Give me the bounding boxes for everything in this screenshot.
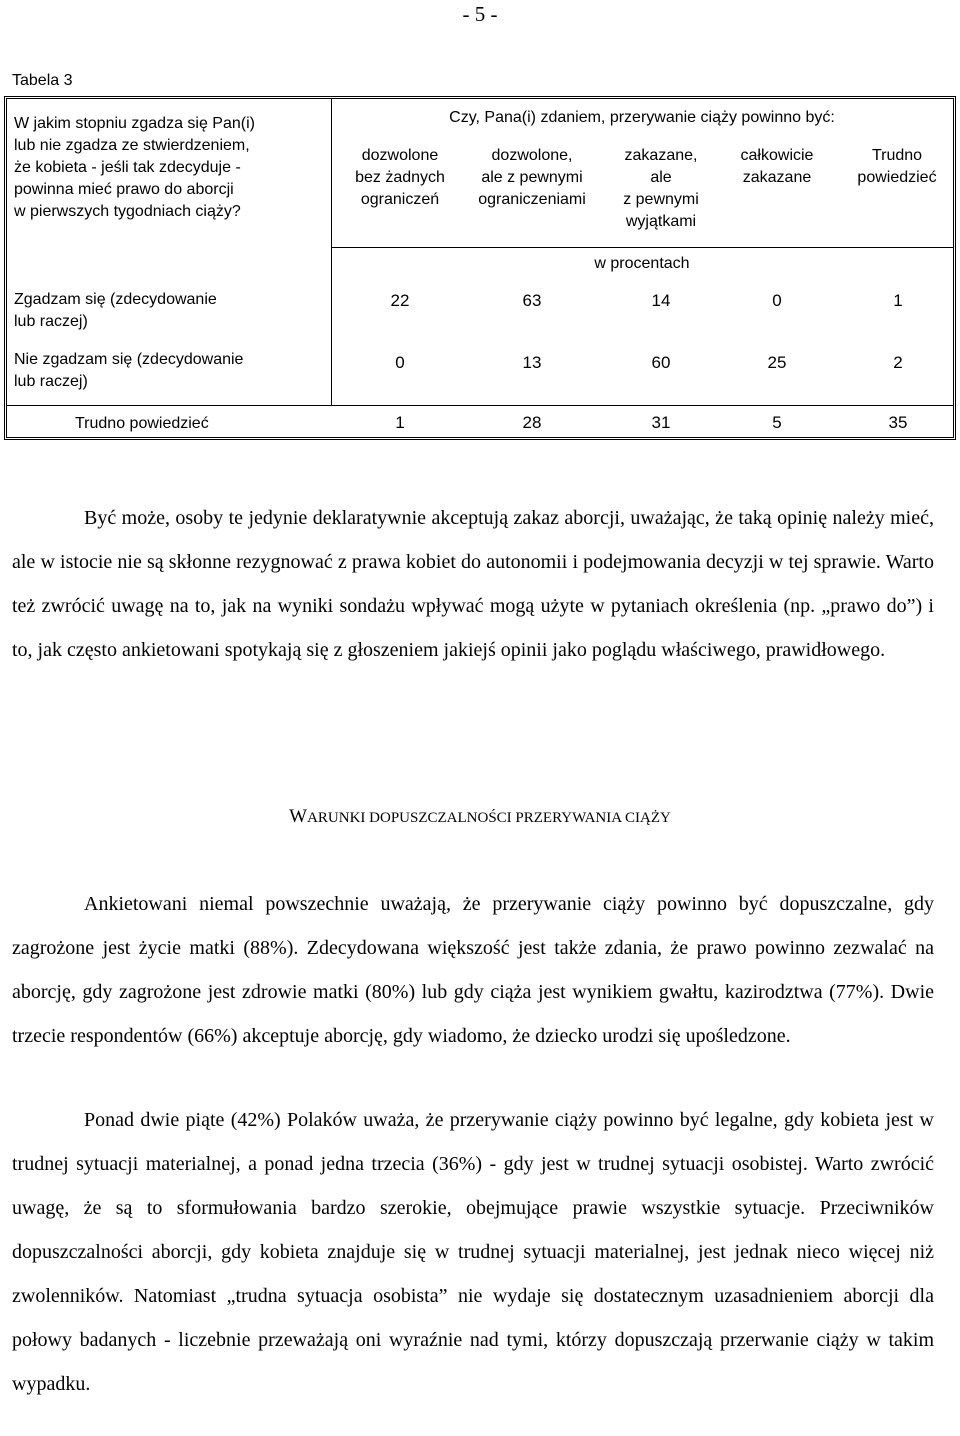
- page-number: - 5 -: [462, 2, 498, 26]
- column-header: [722, 145, 832, 189]
- survey-table: [4, 96, 956, 440]
- column-header-line: powiedzieć: [857, 169, 937, 186]
- table-unit: w procentach: [594, 255, 690, 272]
- table-cell: 5: [772, 413, 782, 432]
- section-heading: [0, 806, 960, 828]
- table-cell: 31: [651, 413, 671, 432]
- column-header-line: ale z pewnymi: [481, 169, 583, 186]
- total-row-divider: [7, 405, 953, 406]
- table-cell: 60: [651, 353, 671, 372]
- column-header-line: dozwolone: [361, 147, 439, 164]
- section-heading-initial: W: [289, 806, 308, 827]
- column-header-line: ograniczeń: [360, 191, 440, 208]
- column-header-line: ale: [650, 169, 672, 186]
- table-cell: 14: [651, 291, 671, 310]
- section-heading-rest: ARUNKI DOPUSZCZALNOŚCI PRZERYWANIA CIĄŻY: [307, 810, 671, 826]
- column-divider: [331, 99, 332, 405]
- table-cell: 63: [522, 291, 542, 310]
- unit-row-divider: [331, 247, 953, 248]
- row-label: [14, 289, 324, 333]
- column-header-line: z pewnymi: [623, 191, 699, 208]
- column-header-line: Trudno: [871, 147, 923, 164]
- table-cell: 0: [395, 353, 405, 372]
- table-cell: 2: [893, 353, 903, 372]
- column-header-line: zakazane: [742, 169, 812, 186]
- column-header: [467, 145, 597, 211]
- column-header-line: wyjątkami: [625, 213, 697, 230]
- table-cell: 22: [390, 291, 410, 310]
- row-label-line: lub raczej): [14, 373, 88, 390]
- question-line: powinna mieć prawo do aborcji: [14, 181, 234, 198]
- paragraph: Ponad dwie piąte (42%) Polaków uważa, że przerywanie ciąży powinno być legalne, gdy kobieta jest w trudnej sytuacji materialnej, a ponad jedna trzecia (36%) - gdy jest w trudnej sytuacji osobistej. Warto zwrócić uwagę, że są to sformułowania bardzo szerokie, obejmujące prawie wszystkie sytuacje. Przeciwników dopuszczalności aborcji, gdy kobieta znajduje się w trudnej sytuacji materialnej, jest jednak nieco więcej niż zwolenników. Natomiast „trudna sytuacja osobista” nie wydaje się dostatecznym uzasadnieniem aborcji dla połowy badanych - liczebnie przeważają oni wyraźnie nad tymi, którzy dopuszczają przerwanie ciąży w takim wypadku.: [12, 1109, 934, 1395]
- table-cell: 1: [893, 291, 903, 310]
- column-header: [601, 145, 721, 233]
- column-header-line: ograniczeniami: [478, 191, 586, 208]
- question-line: w pierwszych tygodniach ciąży?: [14, 203, 241, 220]
- table-question: [14, 113, 324, 223]
- table-label: Tabela 3: [12, 72, 73, 89]
- column-header-line: zakazane,: [624, 147, 698, 164]
- row-label-line: Zgadzam się (zdecydowanie: [14, 291, 217, 308]
- row-label-line: lub raczej): [14, 313, 88, 330]
- table-cell: 28: [522, 413, 542, 432]
- row-label: [75, 413, 325, 435]
- row-label-line: Nie zgadzam się (zdecydowanie: [14, 351, 244, 368]
- table-cell: 1: [395, 413, 405, 432]
- column-header: [340, 145, 460, 211]
- paragraph: Ankietowani niemal powszechnie uważają, że przerywanie ciąży powinno być dopuszczalne, gdy zagrożone jest życie matki (88%). Zdecydowana większość jest także zdania, że prawo powinno zezwalać na aborcję, gdy zagrożone jest zdrowie matki (80%) lub gdy ciąża jest wynikiem gwałtu, kazirodztwa (77%). Dwie trzecie respondentów (66%) akceptuje aborcję, gdy wiadomo, że dziecko urodzi się upośledzone.: [12, 893, 934, 1047]
- question-line: W jakim stopniu zgadza się Pan(i): [14, 115, 255, 132]
- table-cell: 0: [772, 291, 782, 310]
- question-line: lub nie zgadza ze stwierdzeniem,: [14, 137, 250, 154]
- table-header: Czy, Pana(i) zdaniem, przerywanie ciąży powinno być:: [449, 109, 835, 126]
- table-cell: 35: [888, 413, 908, 432]
- row-label-line: Trudno powiedzieć: [75, 415, 209, 432]
- column-header-line: całkowicie: [740, 147, 814, 164]
- column-header-line: dozwolone,: [491, 147, 573, 164]
- column-header-line: bez żadnych: [355, 169, 445, 186]
- table-cell: 13: [522, 353, 542, 372]
- column-header: [842, 145, 952, 189]
- row-label: [14, 349, 324, 393]
- question-line: że kobieta - jeśli tak zdecyduje -: [14, 159, 241, 176]
- table-cell: 25: [767, 353, 787, 372]
- paragraph: Być może, osoby te jedynie deklaratywnie akceptują zakaz aborcji, uważając, że taką opinię należy mieć, ale w istocie nie są skłonne rezygnować z prawa kobiet do autonomii i podejmowania decyzji w tej sprawie. Warto też zwrócić uwagę na to, jak na wyniki sondażu wpływać mogą użyte w pytaniach określenia (np. „prawo do”) i to, jak często ankietowani spotykają się z głoszeniem jakiejś opinii jako poglądu właściwego, prawidłowego.: [12, 507, 934, 661]
